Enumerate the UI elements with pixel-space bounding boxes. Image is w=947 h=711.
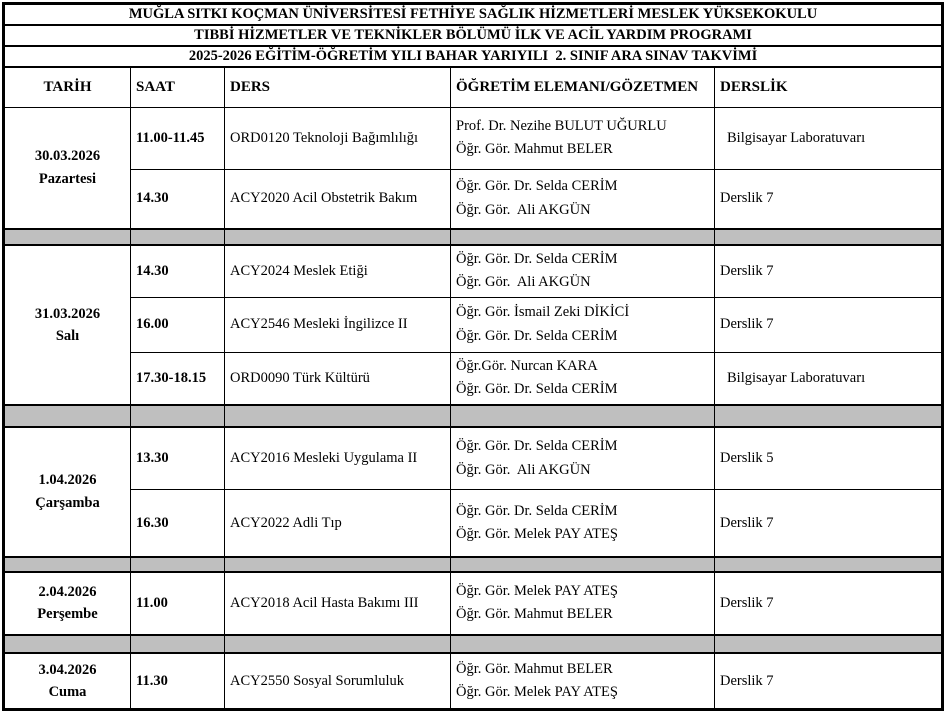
room-cell: Derslik 7 [715,653,943,710]
table-row [4,572,943,635]
column-header-derslik: DERSLİK [715,67,943,107]
column-header-saat: SAAT [131,67,225,107]
staff-line: Öğr. Gör. Dr. Selda CERİM [456,251,618,267]
time-cell: 14.30 [131,169,225,229]
table-row [4,653,943,710]
date-text: 31.03.2026 [34,305,101,322]
date-text: 30.03.2026 [34,148,101,165]
staff-line: Öğr. Gör. Dr. Selda CERİM [456,327,618,344]
time-cell: 11.00-11.45 [131,107,225,169]
date-text: 1.04.2026 [38,472,97,489]
staff-line: Öğr.Gör. Nurcan KARA [456,357,598,374]
staff-line: Öğr. Gör. Ali AKGÜN [456,274,591,291]
time-cell: 11.00 [131,572,225,635]
separator-row [4,557,943,572]
staff-line: Öğr. Gör. Dr. Selda CERİM [456,381,618,398]
column-header-ders: DERS [225,67,451,107]
course-cell: ORD0090 Türk Kültürü [225,352,451,404]
course-cell: ACY2016 Mesleki Uygulama II [225,427,451,490]
column-header-tarih: TARİH [4,67,131,107]
staff-line: Öğr. Gör. Melek PAY ATEŞ [456,526,618,543]
time-cell: 17.30-18.15 [131,352,225,404]
staff-line: Öğr. Gör. İsmail Zeki DİKİCİ [456,304,630,321]
time-cell: 11.30 [131,653,225,710]
title-university: MUĞLA SITKI KOÇMAN ÜNİVERSİTESİ FETHİYE SAĞLIK HİZMETLERİ MESLEK YÜKSEKOKULU [4,4,943,26]
separator-row [4,229,943,245]
time-cell: 13.30 [131,427,225,490]
staff-line: Öğr. Gör. Mahmut BELER [456,606,613,623]
title-schedule: 2025-2026 EĞİTİM-ÖĞRETİM YILI BAHAR YARIYILI 2. SINIF ARA SINAV TAKVİMİ [4,46,943,67]
separator-row [4,405,943,427]
date-text: 2.04.2026 [38,583,97,600]
staff-cell [451,490,715,557]
table-row [4,490,943,557]
staff-cell [451,245,715,297]
staff-line: Öğr. Gör. Mahmut BELER [456,660,613,677]
course-cell: ACY2024 Meslek Etiği [225,245,451,297]
staff-line: Öğr. Gör. Dr. Selda CERİM [456,438,618,455]
date-cell [4,572,131,635]
room-cell: Derslik 5 [715,427,943,490]
separator-row [4,635,943,653]
room-cell: Derslik 7 [715,169,943,229]
staff-cell [451,169,715,229]
staff-cell [451,352,715,404]
staff-line: Prof. Dr. Nezihe BULUT UĞURLU [456,117,667,134]
room-cell: Bilgisayar Laboratuvarı [715,107,943,169]
course-cell: ORD0120 Teknoloji Bağımlılığı [225,107,451,169]
staff-line: Öğr. Gör. Dr. Selda CERİM [456,502,618,519]
course-cell: ACY2546 Mesleki İngilizce II [225,297,451,352]
exam-schedule-table [2,2,944,711]
room-cell: Derslik 7 [715,245,943,297]
day-text: Cuma [48,684,87,701]
time-cell: 16.30 [131,490,225,557]
day-text: Pazartesi [38,170,97,187]
staff-line: Öğr. Gör. Melek PAY ATEŞ [456,684,618,701]
staff-cell [451,572,715,635]
table-row [4,245,943,297]
table-row [4,297,943,352]
table-row [4,427,943,490]
title-department: TIBBİ HİZMETLER VE TEKNİKLER BÖLÜMÜ İLK VE ACİL YARDIM PROGRAMI [4,25,943,46]
room-cell: Derslik 7 [715,490,943,557]
date-cell [4,107,131,229]
staff-line: Öğr. Gör. Dr. Selda CERİM [456,178,618,195]
staff-cell [451,297,715,352]
staff-line: Öğr. Gör. Mahmut BELER [456,141,613,157]
room-cell: Derslik 7 [715,572,943,635]
staff-line: Öğr. Gör. Ali AKGÜN [456,201,591,218]
room-cell: Bilgisayar Laboratuvarı [715,352,943,404]
column-header-ogretim-elemani: ÖĞRETİM ELEMANI/GÖZETMEN [451,67,715,107]
course-cell: ACY2018 Acil Hasta Bakımı III [225,572,451,635]
day-text: Çarşamba [35,494,100,511]
course-cell: ACY2550 Sosyal Sorumluluk [225,653,451,710]
date-cell [4,245,131,405]
time-cell: 14.30 [131,245,225,297]
staff-cell [451,653,715,710]
staff-line: Öğr. Gör. Melek PAY ATEŞ [456,582,618,599]
day-text: Perşembe [37,606,98,623]
staff-cell [451,107,715,169]
table-row [4,352,943,404]
room-cell: Derslik 7 [715,297,943,352]
date-text: 3.04.2026 [38,661,97,678]
date-cell [4,653,131,710]
table-row [4,107,943,169]
time-cell: 16.00 [131,297,225,352]
staff-cell [451,427,715,490]
table-row [4,169,943,229]
date-cell [4,427,131,557]
staff-line: Öğr. Gör. Ali AKGÜN [456,461,591,478]
course-cell: ACY2022 Adli Tıp [225,490,451,557]
day-text: Salı [55,327,80,344]
course-cell: ACY2020 Acil Obstetrik Bakım [225,169,451,229]
